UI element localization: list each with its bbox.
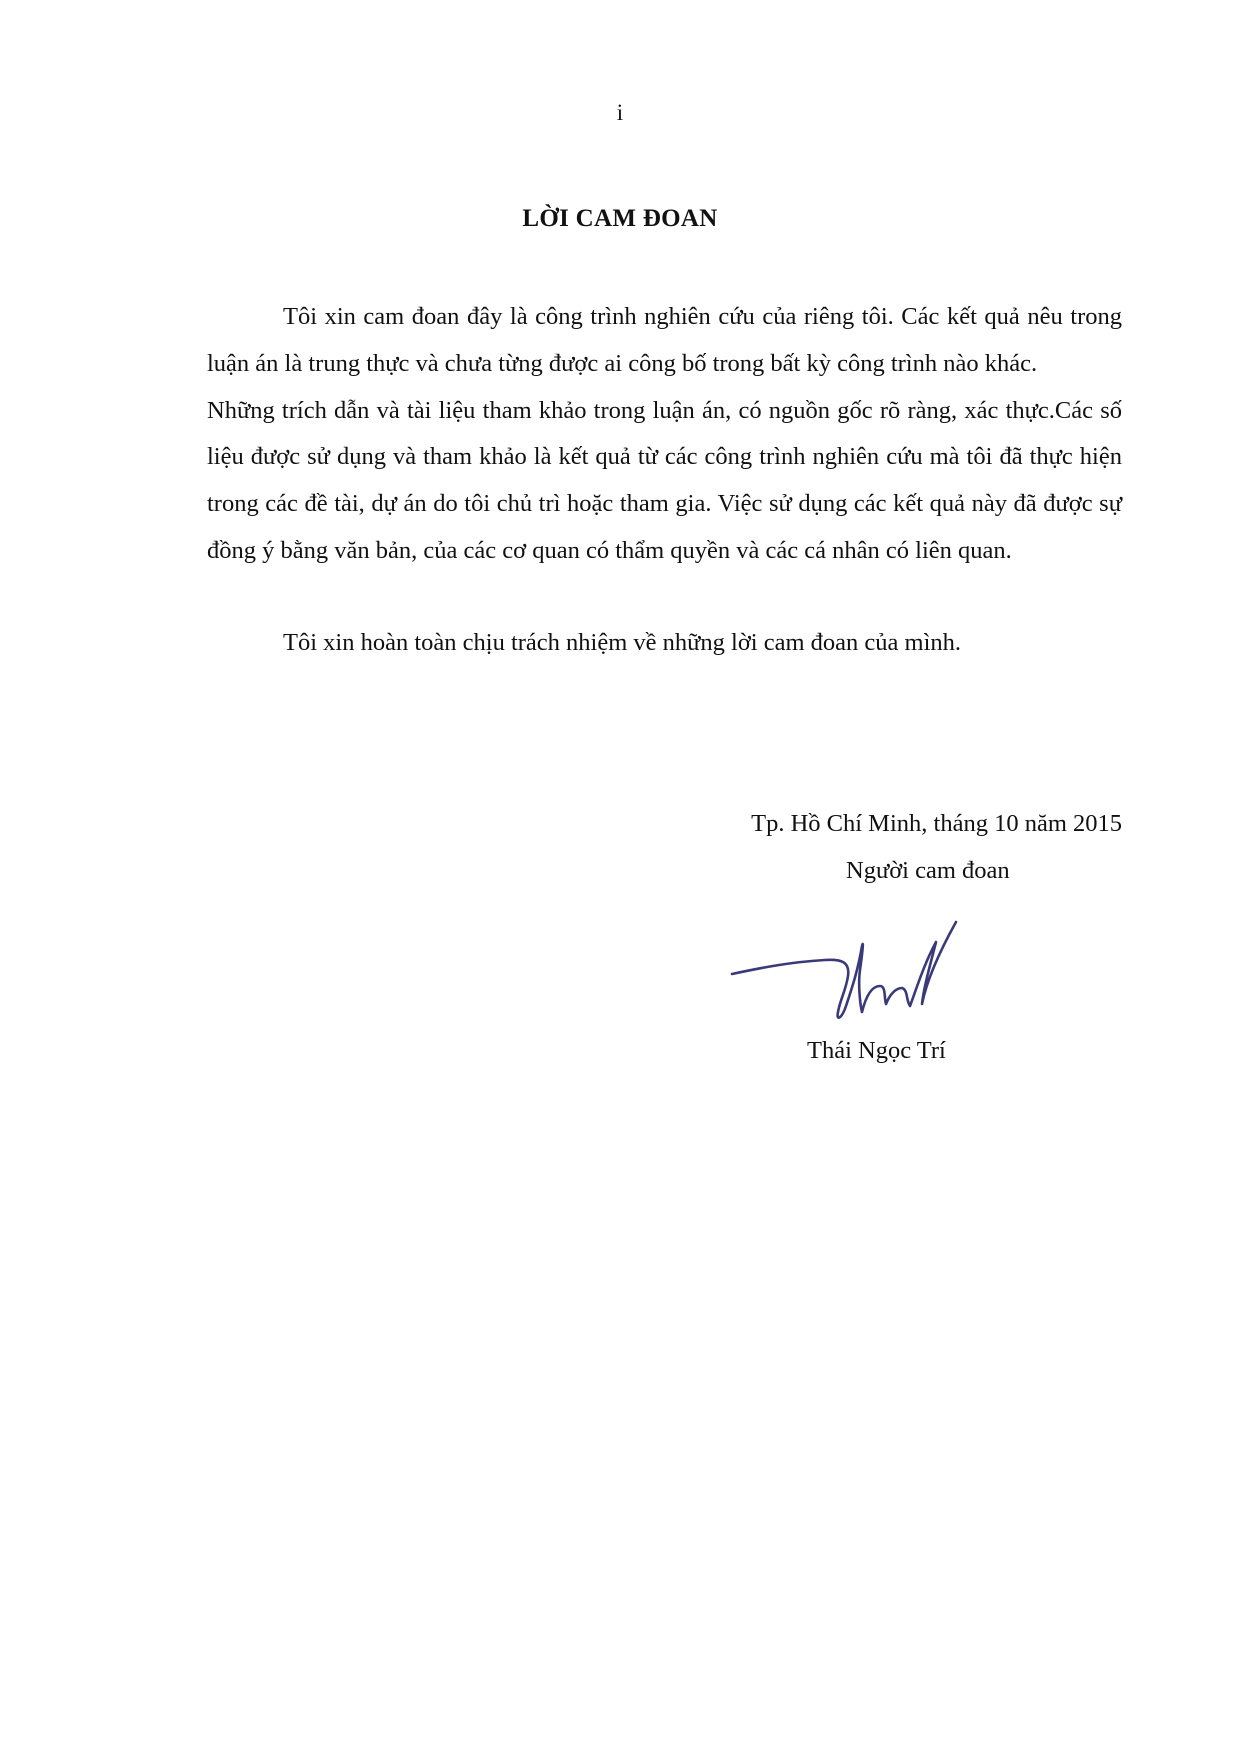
signer-role: Người cam đoan <box>846 857 1010 884</box>
declaration-body <box>207 294 1122 667</box>
handwritten-signature <box>730 900 980 1030</box>
page-number: i <box>616 100 624 125</box>
place-date: Tp. Hồ Chí Minh, tháng 10 năm 2015 <box>751 810 1122 837</box>
paragraph-responsibility: Tôi xin hoàn toàn chịu trách nhiệm về những lời cam đoan của mình. <box>283 628 962 656</box>
signature-stroke <box>732 922 956 1018</box>
signer-name: Thái Ngọc Trí <box>807 1037 946 1064</box>
paragraph-declaration: Tôi xin cam đoan đây là công trình nghiên cứu của riêng tôi. Các kết quả nêu trong luận án là trung thực và chưa từng được ai công bố trong bất kỳ công trình nào khác. <box>207 303 1122 377</box>
page-title: LỜI CAM ĐOAN <box>522 205 718 232</box>
paragraph-references: Những trích dẫn và tài liệu tham khảo trong luận án, có nguồn gốc rõ ràng, xác thực.Các số liệu được sử dụng và tham khảo là kết quả từ các công trình nghiên cứu mà tôi đã thực hiện trong các đề tài, dự án do tôi chủ trì hoặc tham gia. Việc sử dụng các kết quả này đã được sự đồng ý bằng văn bản, của các cơ quan có thẩm quyền và các cá nhân có liên quan. <box>207 396 1122 564</box>
